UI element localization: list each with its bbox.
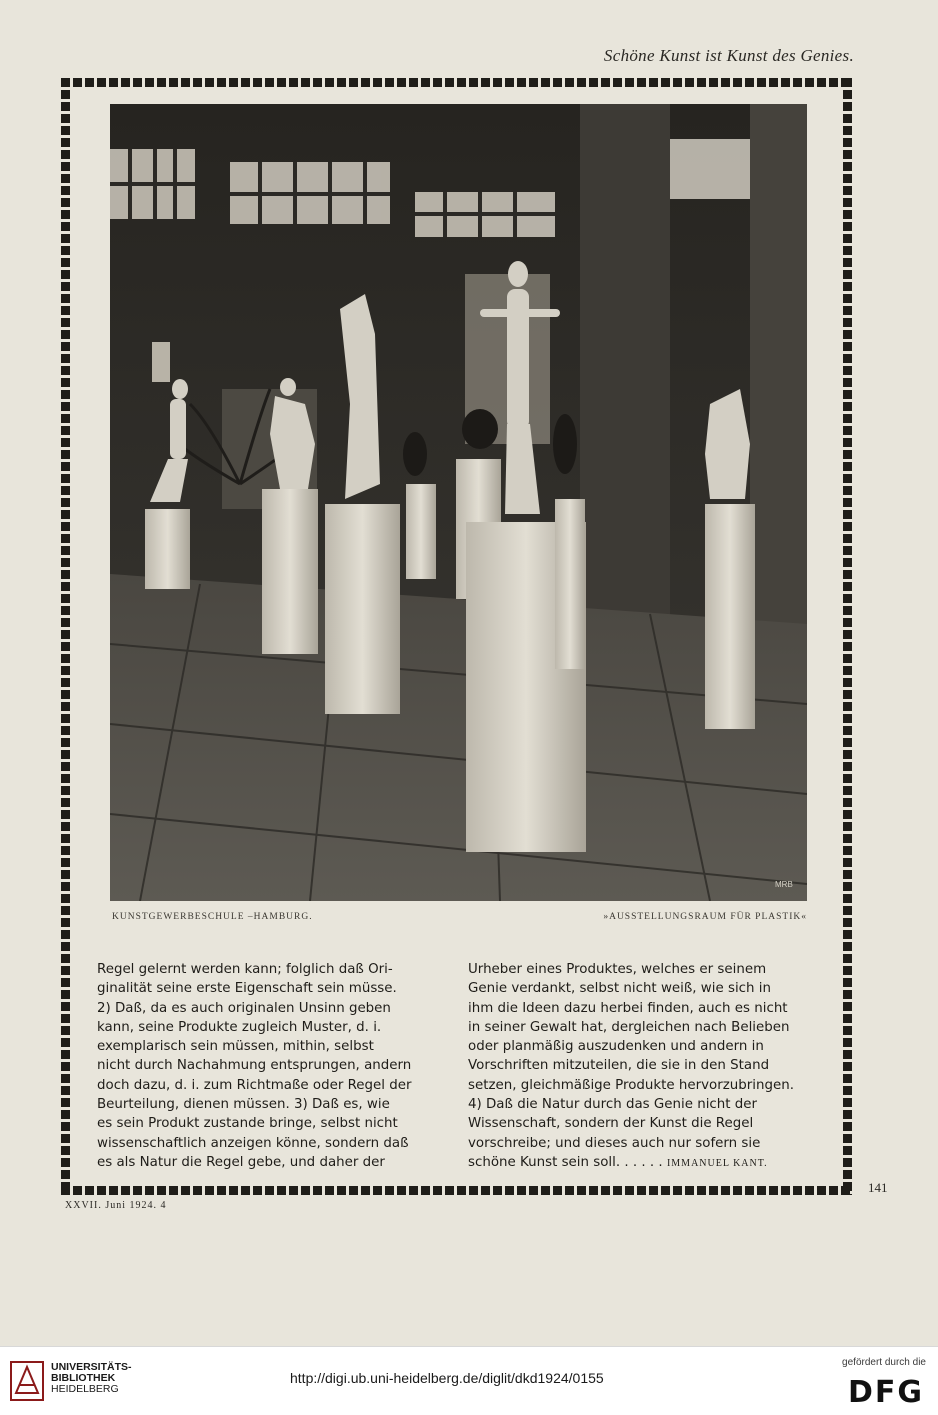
text-line: Genie verdankt, selbst nicht weiß, wie sich in: [468, 981, 771, 997]
permalink-url[interactable]: http://digi.ub.uni-heidelberg.de/diglit/dkd1924/0155: [290, 1370, 604, 1386]
photo-illustration: [110, 104, 807, 901]
border-right: [843, 78, 852, 1195]
text-line: ginalität seine erste Eigenschaft sein müsse.: [97, 981, 397, 997]
university-seal-icon: [10, 1361, 44, 1401]
closing-text: schöne Kunst sein soll. . . . . .: [468, 1154, 663, 1170]
text-line: kann, seine Produkte zugleich Muster, d. i.: [97, 1019, 382, 1035]
library-line-1: UNIVERSITÄTS-: [51, 1361, 132, 1373]
text-line: vorschreibe; und dieses auch nur sofern sie: [468, 1135, 761, 1151]
text-column-left: [97, 960, 447, 1172]
border-top: [61, 78, 852, 87]
text-line: exemplarisch sein müssen, mithin, selbst: [97, 1039, 374, 1055]
text-line: Urheber eines Produktes, welches er seinem: [468, 962, 767, 977]
text-line: wissenschaftlich anzeigen könne, sondern daß: [97, 1135, 409, 1151]
funding-label: gefördert durch die: [842, 1357, 926, 1368]
page-number: 141: [868, 1180, 888, 1195]
text-line: in seiner Gewalt hat, dergleichen nach Belieben: [468, 1019, 790, 1035]
text-line: doch dazu, d. i. zum Richtmaße oder Regel der: [97, 1077, 412, 1093]
border-left: [61, 78, 70, 1195]
text-line: es sein Produkt zustande bringe, selbst nicht: [97, 1116, 398, 1132]
text-line: Beurteilung, dienen müssen. 3) Daß es, wie: [97, 1097, 390, 1113]
text-line: 4) Daß die Natur durch das Genie nicht der: [468, 1097, 758, 1113]
border-bottom: [61, 1186, 852, 1195]
caption-right: »AUSSTELLUNGSRAUM FÜR PLASTIK«: [603, 912, 807, 922]
text-line-last: [468, 1153, 818, 1173]
photo-signature: MRB: [775, 880, 793, 889]
text-line: ihm die Ideen dazu herbei finden, auch es nicht: [468, 1000, 788, 1016]
issue-line: XXVII. Juni 1924. 4: [65, 1200, 167, 1211]
running-head: Schöne Kunst ist Kunst des Genies.: [603, 46, 854, 65]
text-line: Vorschriften mitzuteilen, die sie in den Stand: [468, 1058, 770, 1074]
text-line: Wissenschaft, sondern der Kunst die Regel: [468, 1116, 754, 1132]
caption-left: KUNSTGEWERBESCHULE –HAMBURG.: [112, 912, 313, 922]
library-line-3: HEIDELBERG: [51, 1383, 119, 1395]
library-line-2: BIBLIOTHEK: [51, 1372, 116, 1384]
text-line: es als Natur die Regel gebe, und daher der: [97, 1154, 385, 1170]
text-line: nicht durch Nachahmung entsprungen, andern: [97, 1058, 412, 1074]
dfg-logo[interactable]: DFG: [847, 1375, 924, 1410]
text-line: setzen, gleichmäßige Produkte hervorzubringen.: [468, 1077, 794, 1093]
author-name: IMMANUEL KANT.: [666, 1157, 768, 1169]
text-line: 2) Daß, da es auch originalen Unsinn geben: [97, 1000, 391, 1016]
exhibition-hall-photo: [110, 104, 807, 901]
text-column-right: [468, 960, 818, 1173]
digitization-footer: [0, 1346, 938, 1415]
library-name[interactable]: [51, 1362, 132, 1395]
text-line: oder planmäßig auszudenken und andern in: [468, 1039, 764, 1055]
text-line: Regel gelernt werden kann; folglich daß Ori-: [97, 962, 393, 977]
